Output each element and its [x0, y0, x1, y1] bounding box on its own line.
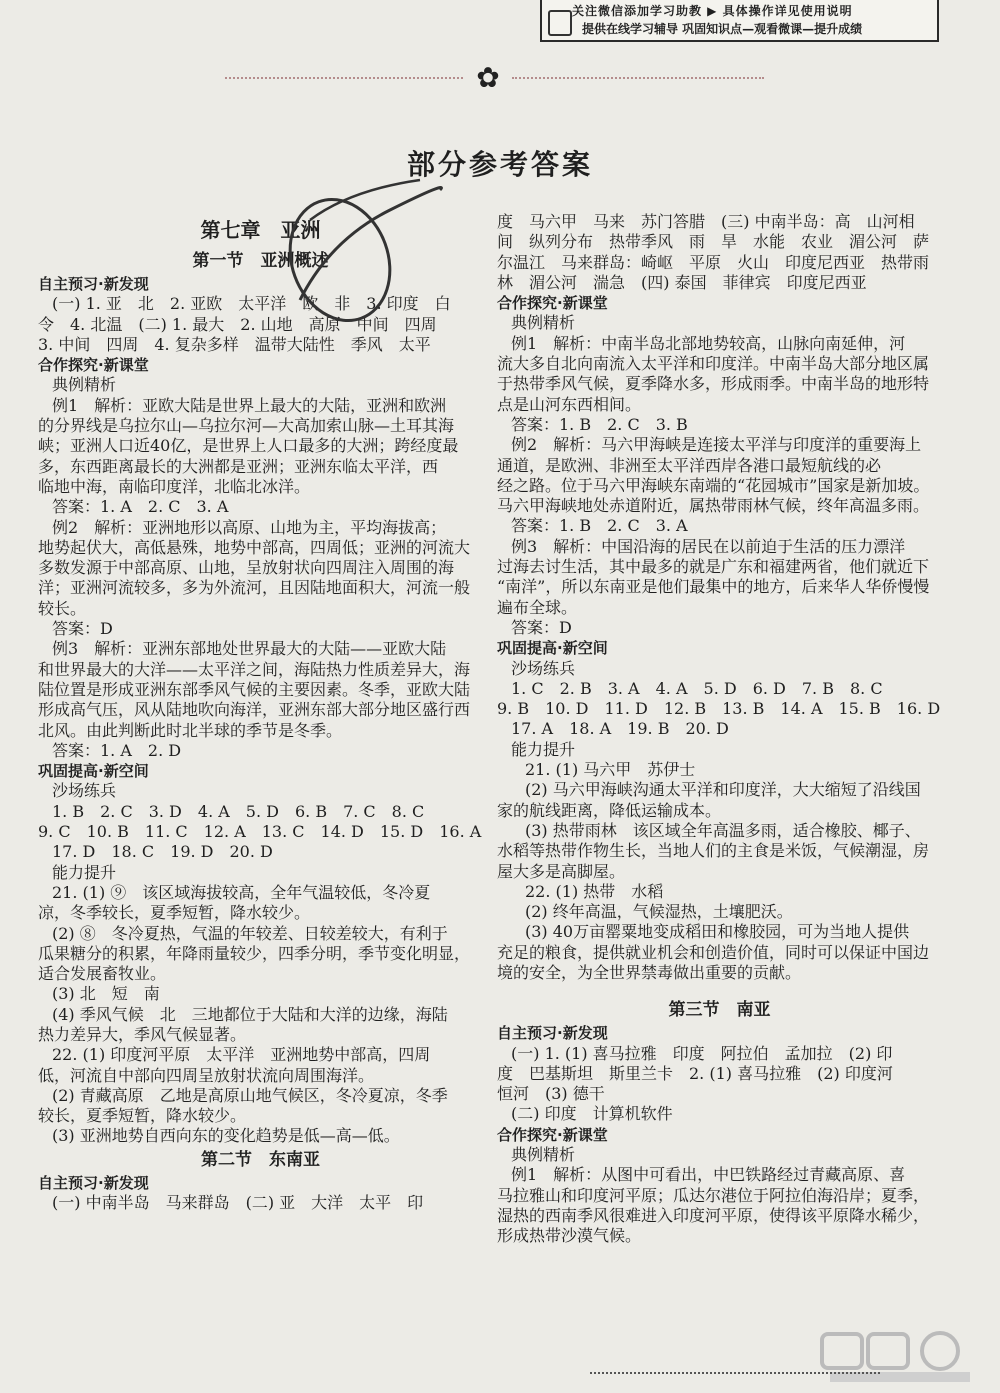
section-heading: 合作探究·新课堂 [497, 294, 608, 313]
text-line: 形成热带沙漠气候。 [497, 1226, 642, 1246]
text-line: (3) 热带雨林 该区域全年高温多雨，适合橡胶、椰子、 [525, 820, 921, 840]
text-line: 屋大多是高脚屋。 [497, 861, 626, 881]
text-line: 马六甲海峡地处赤道附近，属热带雨林气候，终年高温多雨。 [497, 496, 930, 516]
banner-line-2: 提供在线学习辅导 巩固知识点—观看微课—提升成绩 [582, 22, 863, 36]
text-line: 例1 解析：中南半岛北部地势较高，山脉向南延伸，河 [511, 333, 906, 353]
text-line: 9. B 10. D 11. D 12. B 13. B 14. A 15. B 16. D [497, 699, 941, 719]
section-title: 第一节 亚洲概述 [192, 251, 329, 271]
text-line: 17. D 18. C 19. D 20. D [52, 842, 273, 862]
text-line: 例3 解析：中国沿海的居民在以前迫于生活的压力漂洋 [511, 536, 906, 556]
text-line: 于热带季风气候，夏季降水多，形成雨季。中南半岛的地形特 [497, 374, 930, 394]
text-line: (3) 亚洲地势自西向东的变化趋势是低—高—低。 [52, 1126, 400, 1146]
text-line: 临地中海，南临印度洋，北临北冰洋。 [38, 476, 311, 496]
text-line: 22. (1) 印度河平原 太平洋 亚洲地势中部高，四周 [52, 1045, 431, 1065]
text-line: 水稻等热带作物生长，当地人们的主食是米饭，气候潮湿，房 [497, 841, 930, 861]
text-line: (一) 1. (1) 喜马拉雅 印度 阿拉伯 孟加拉 (2) 印 [511, 1043, 893, 1063]
text-line: 9. C 10. B 11. C 12. A 13. C 14. D 15. D 16. A [38, 822, 482, 842]
section-heading: 自主预习·新发现 [38, 275, 149, 293]
text-line: 答案：1. B 2. C 3. A [511, 516, 688, 536]
text-line: 21. (1) 马六甲 苏伊士 [525, 760, 696, 780]
section-heading: 自主预习·新发现 [38, 1173, 149, 1192]
left-column [38, 212, 483, 1213]
text-line: 形成高气压，风从陆地吹向海洋，亚洲东部大部分地区盛行西 [38, 700, 471, 720]
section-heading: 巩固提高·新空间 [38, 762, 149, 781]
text-line: 北风。由此判断此时北半球的季节是冬季。 [38, 720, 343, 740]
section-title: 第三节 南亚 [668, 1000, 771, 1021]
text-line: (2) 马六甲海峡沟通太平洋和印度洋，大大缩短了沿线国 [525, 780, 921, 800]
flower-ornament-icon: ✿ [476, 61, 500, 94]
text-line: (2) 终年高温，气候湿热，土壤肥沃。 [525, 902, 793, 922]
section-heading: 合作探究·新课堂 [38, 356, 149, 375]
spacer [497, 983, 942, 997]
text-line: 1. B 2. C 3. D 4. A 5. D 6. B 7. C 8. C [52, 801, 425, 821]
text-line: (一) 1. 亚 北 2. 亚欧 太平洋 欧 非 3. 印度 白 [52, 294, 451, 314]
text-line: 多，东西距离最长的大洲都是亚洲；亚洲东临太平洋，西 [38, 456, 439, 476]
text-line: 多数发源于中部高原、山地，呈放射状向四周注入周围的海 [38, 558, 455, 578]
text-line: 17. A 18. A 19. B 20. D [511, 719, 729, 739]
right-column [497, 212, 942, 1247]
text-line: 经之路。位于马六甲海峡东南端的“花园城市”国家是新加坡。 [497, 475, 930, 495]
page-title: 部分参考答案 [406, 148, 593, 181]
text-line: 的分界线是乌拉尔山—乌拉尔河—大高加索山脉—土耳其海 [38, 416, 455, 436]
text-line: (一) 中南半岛 马来群岛 (二) 亚 大洋 太平 印 [52, 1193, 424, 1213]
text-line: 答案：1. A 2. C 3. A [52, 497, 229, 517]
text-line: 例3 解析：亚洲东部地处世界最大的大陆——亚欧大陆 [52, 639, 447, 659]
text-line: 例1 解析：从图中可看出，中巴铁路经过青藏高原、喜 [511, 1165, 906, 1185]
text-line: 较长。 [38, 598, 87, 618]
text-line: 过海去讨生活，其中最多的就是广东和福建两省，他们就近下 [497, 557, 930, 577]
text-line: 答案：D [511, 617, 572, 637]
text-line: 流大多自北向南流入太平洋和印度洋。中南半岛大部分地区属 [497, 354, 930, 374]
top-banner [540, 0, 939, 42]
text-line: 适合发展畜牧业。 [38, 964, 167, 984]
text-line: 沙场练兵 [511, 658, 576, 678]
text-line: 能力提升 [52, 862, 117, 882]
text-line: 和世界最大的大洋——太平洋之间，海陆热力性质差异大，海 [38, 659, 471, 679]
text-line: 洋；亚洲河流较多，多为外流河，且因陆地面积大，河流一般 [38, 578, 471, 598]
text-line: 较长，夏季短暂，降水较少。 [38, 1106, 247, 1126]
wechat-icon [548, 10, 572, 36]
text-line: (3) 北 短 南 [52, 984, 160, 1004]
divider-left [225, 77, 463, 79]
text-line: 热力差异大，季风气候显著。 [38, 1024, 247, 1044]
text-line: 22. (1) 热带 水稻 [525, 881, 664, 901]
text-line: 例2 解析：亚洲地形以高原、山地为主，平均海拔高； [52, 517, 447, 537]
section-heading: 巩固提高·新空间 [497, 639, 608, 658]
text-line: 尔温江 马来群岛：崎岖 平原 火山 印度尼西亚 热带雨 [497, 252, 930, 272]
text-line: 答案：D [52, 619, 113, 639]
text-line: (4) 季风气候 北 三地都位于大陆和大洋的边缘，海陆 [52, 1004, 448, 1024]
section-title: 第二节 东南亚 [201, 1149, 320, 1170]
chapter-title: 第七章 亚洲 [200, 218, 321, 242]
footer-dotted-line [590, 1372, 880, 1374]
text-line: 峡；亚洲人口近40亿，是世界上人口最多的大洲；跨经度最 [38, 436, 459, 456]
text-line: 典例精析 [52, 375, 117, 395]
text-line: 典例精析 [511, 313, 576, 333]
text-line: 林 湄公河 湍急 (四) 泰国 菲律宾 印度尼西亚 [497, 272, 867, 292]
text-line: 能力提升 [511, 739, 576, 759]
text-line: 令 4. 北温 (二) 1. 最大 2. 山地 高原 中间 四周 [38, 314, 437, 334]
text-line: 马拉雅山和印度河平原；瓜达尔港位于阿拉伯海沿岸；夏季， [497, 1185, 930, 1205]
text-line: 例1 解析：亚欧大陆是世界上最大的大陆，亚洲和欧洲 [52, 395, 447, 415]
text-line: 低，河流自中部向四周呈放射状流向周围海洋。 [38, 1065, 375, 1085]
text-line: 充足的粮食，提供就业机会和创造价值，同时可以保证中国边 [497, 942, 930, 962]
text-line: 点是山河东西相间。 [497, 394, 642, 414]
text-line: 21. (1) ⑨ 该区域海拔较高，全年气温较低，冬冷夏 [52, 882, 431, 902]
banner-line-1: 关注微信添加学习助教 ▶ 具体操作详见使用说明 [572, 4, 853, 18]
text-line: 地势起伏大，高低悬殊，地势中部高，四周低；亚洲的河流大 [38, 537, 471, 557]
text-line: (2) ⑧ 冬冷夏热，气温的年较差、日较差较大，有利于 [52, 923, 448, 943]
text-line: “南洋”，所以东南亚是他们最集中的地方，后来华人华侨慢慢 [497, 577, 930, 597]
text-line: 典例精析 [511, 1145, 576, 1165]
text-line: 1. C 2. B 3. A 4. A 5. D 6. D 7. B 8. C [511, 678, 883, 698]
section-heading: 合作探究·新课堂 [497, 1125, 608, 1144]
text-line: 凉，冬季较长，夏季短暂，降水较少。 [38, 903, 311, 923]
divider-right [512, 77, 764, 79]
text-line: 恒河 (3) 德干 [497, 1084, 605, 1104]
text-line: 境的安全，为全世界禁毒做出重要的贡献。 [497, 962, 802, 982]
section-heading: 自主预习·新发现 [497, 1024, 608, 1043]
text-line: 例2 解析：马六甲海峡是连接太平洋与印度洋的重要海上 [511, 435, 922, 455]
text-line: 3. 中间 四周 4. 复杂多样 温带大陆性 季风 太平 [38, 334, 431, 354]
text-line: 度 马六甲 马来 苏门答腊 (三) 中南半岛：高 山河相 [497, 212, 915, 231]
text-line: 间 纵列分布 热带季风 雨 旱 水能 农业 湄公河 萨 [497, 232, 930, 252]
text-line: 答案：1. B 2. C 3. B [511, 414, 688, 434]
text-line: 湿热的西南季风很难进入印度河平原，使得该平原降水稀少， [497, 1205, 930, 1225]
text-line: 答案：1. A 2. D [52, 740, 182, 760]
site-logo [820, 1330, 980, 1385]
text-line: 遍布全球。 [497, 597, 578, 617]
text-line: 瓜果糖分的积累，年降雨量较少，四季分明，季节变化明显， [38, 943, 471, 963]
text-line: 度 巴基斯坦 斯里兰卡 2. (1) 喜马拉雅 (2) 印度河 [497, 1063, 893, 1083]
text-line: (二) 印度 计算机软件 [511, 1104, 673, 1124]
text-line: 家的航线距离，降低运输成本。 [497, 800, 722, 820]
text-line: (2) 青藏高原 乙地是高原山地气候区，冬冷夏凉，冬季 [52, 1085, 448, 1105]
text-line: 沙场练兵 [52, 781, 117, 801]
text-line: (3) 40万亩罂粟地变成稻田和橡胶园，可为当地人提供 [525, 922, 910, 942]
text-line: 通道，是欧洲、非洲至太平洋西岸各港口最短航线的必 [497, 455, 882, 475]
text-line: 陆位置是形成亚洲东部季风气候的主要因素。冬季，亚欧大陆 [38, 679, 471, 699]
